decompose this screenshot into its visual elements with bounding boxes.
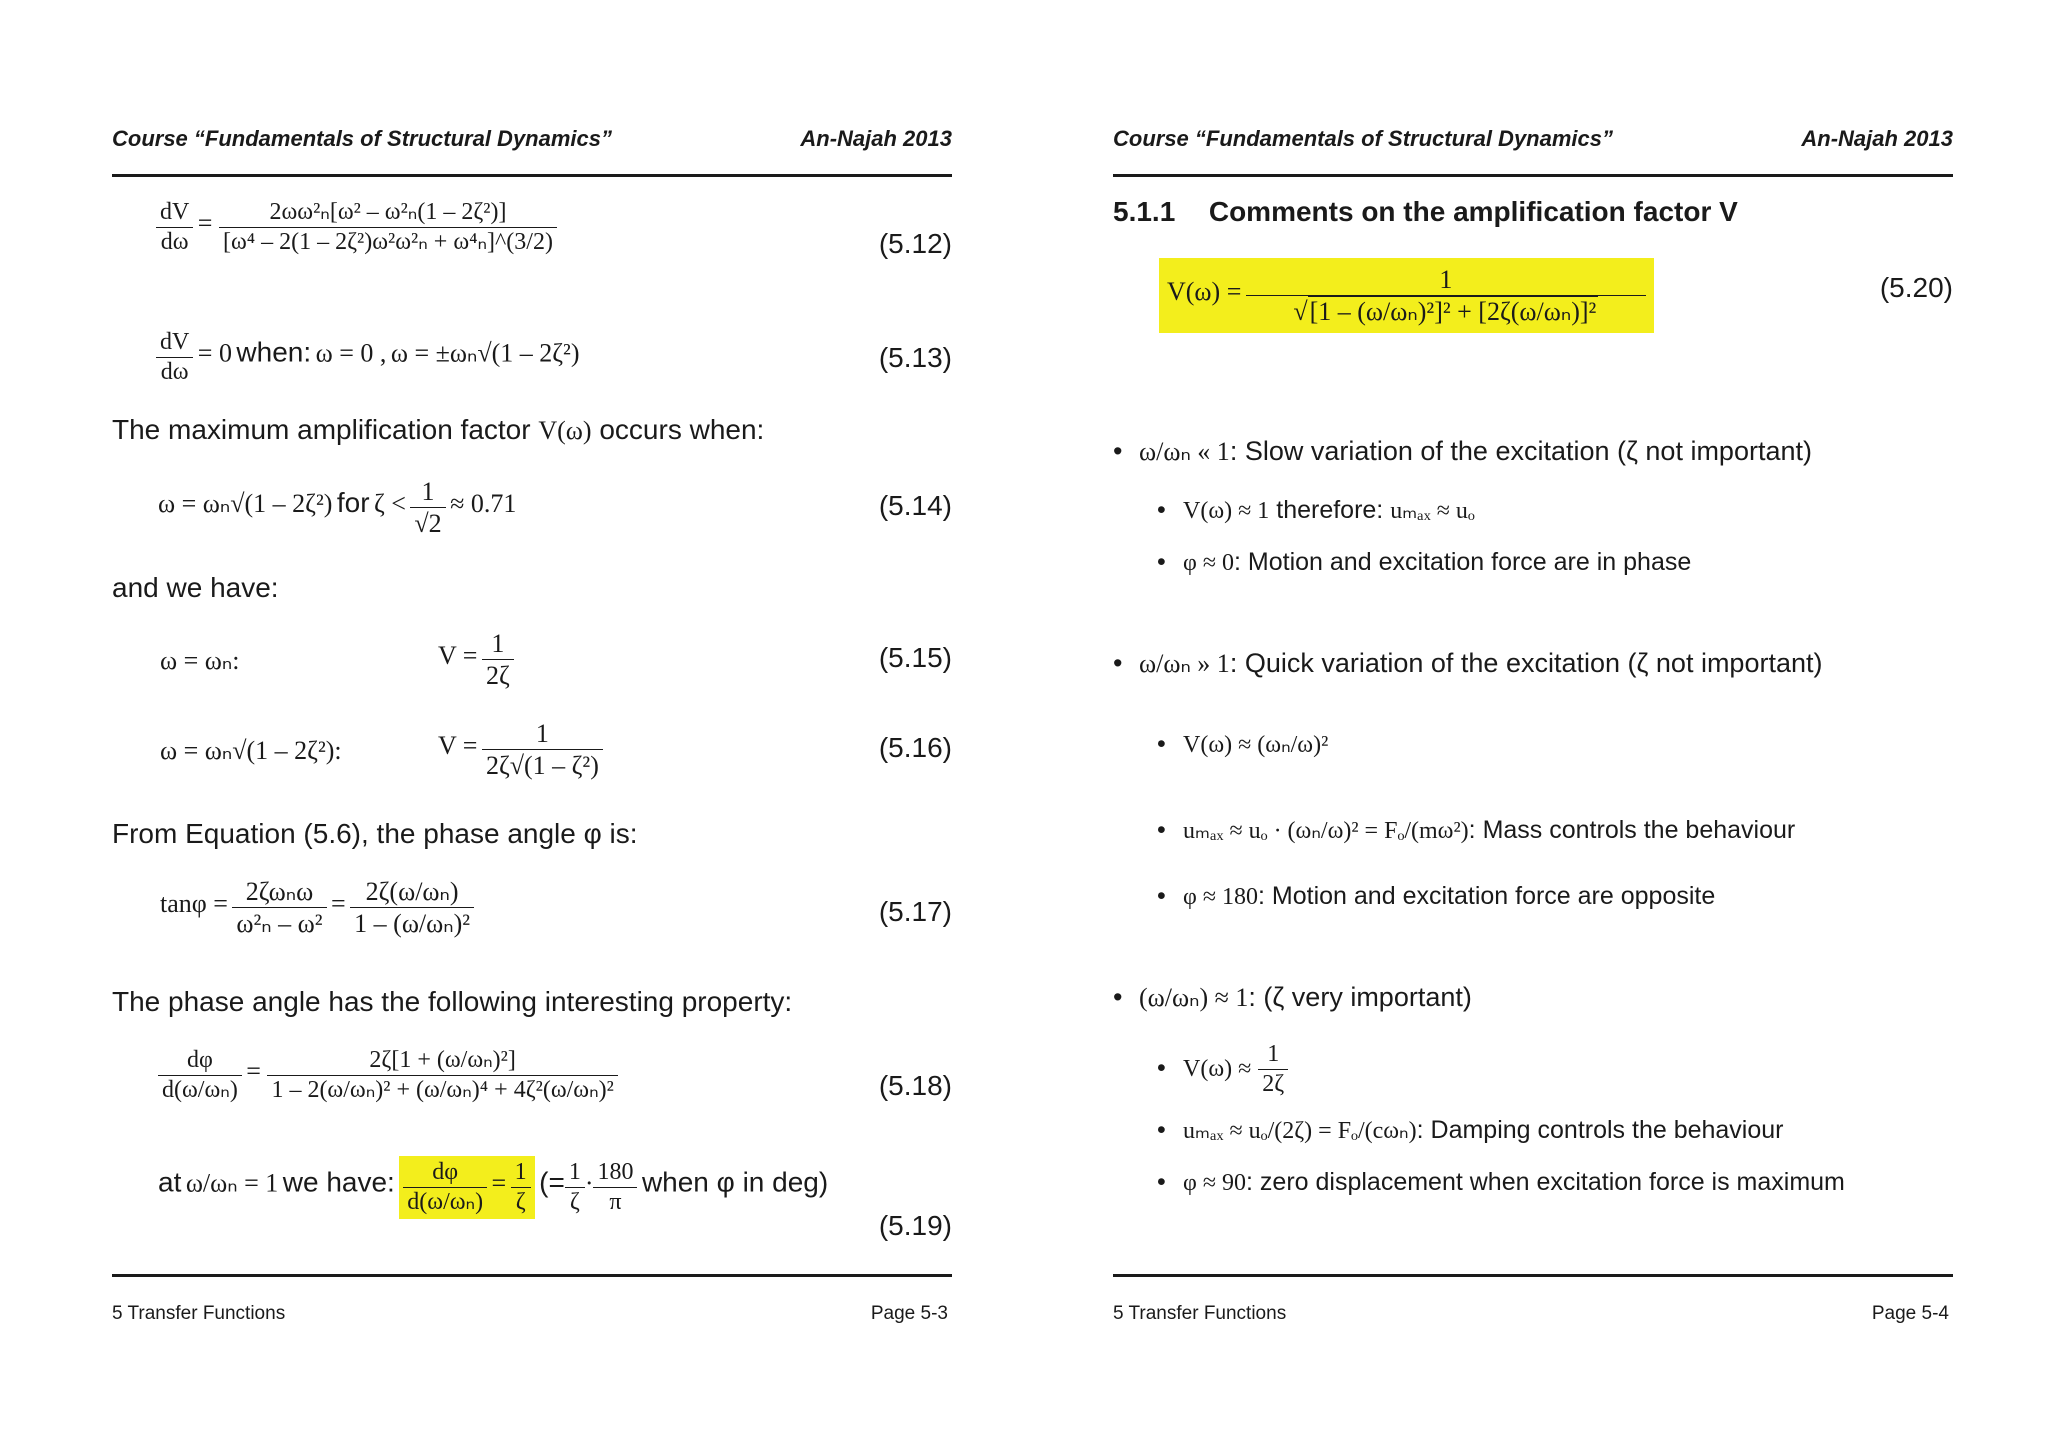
bullet-quick-variation: • ω/ωₙ » 1: Quick variation of the excitation (ζ not important) xyxy=(1113,648,1823,678)
sub-bullet: • φ ≈ 0: Motion and excitation force are in phase xyxy=(1157,548,1692,576)
footer-page-number: Page 5-3 xyxy=(870,1303,948,1324)
sub-bullet: • uₘₐₓ ≈ uₒ/(2ζ) = Fₒ/(cωₙ): Damping controls the behaviour xyxy=(1157,1116,1784,1144)
sub-bullet: • φ ≈ 90: zero displacement when excitation force is maximum xyxy=(1157,1168,1845,1196)
course-title: Course “Fundamentals of Structural Dynamics” xyxy=(112,126,612,151)
left-page xyxy=(112,0,952,1448)
sub-bullet: • V(ω) ≈ (ωₙ/ω)² xyxy=(1157,730,1329,758)
derivative-fraction: $\frac{dV}{d\omega}$ xyxy=(156,198,193,257)
sub-bullet: • V(ω) ≈ $\frac{1}{2\zeta}$ xyxy=(1157,1040,1288,1099)
footer-page-number: Page 5-4 xyxy=(1871,1303,1949,1324)
equation-5-15-rhs: V = $\frac{1}{2\zeta}$ xyxy=(438,628,514,691)
rhs-fraction: $\frac{\text{2ωω²ₙ[ω² – ω²ₙ(1 – 2ζ²)]}}{\text{[ω⁴ – 2(1 – 2ζ²)ω²ω²ₙ + ω⁴ₙ]\textasciicircum{}(3/2)}}$ xyxy=(219,198,557,257)
equation-5-12: $\frac{dV}{d\omega}$ = $\frac{\text{2ωω²ₙ[ω² – ω²ₙ(1 – 2ζ²)]}}{\text{[ω⁴ – 2(1 – 2ζ²)ω²ω²ₙ + ω⁴ₙ]\textasciicircum{}(3/2)}}$ xyxy=(156,198,557,257)
equation-number: (5.15) xyxy=(878,642,952,673)
page-header xyxy=(1113,126,1953,152)
bullet-resonance: • (ω/ωₙ) ≈ 1: (ζ very important) xyxy=(1113,982,1472,1012)
sub-bullet: • V(ω) ≈ 1 therefore: uₘₐₓ ≈ uₒ xyxy=(1157,496,1475,524)
institution-year: An-Najah 2013 xyxy=(1801,126,1953,151)
header-rule xyxy=(112,174,952,177)
equation-number: (5.13) xyxy=(878,342,952,373)
equation-number: (5.18) xyxy=(878,1070,952,1101)
paragraph-max-amplification: The maximum amplification factor V(ω) occurs when: xyxy=(112,414,765,445)
bullet-slow-variation: • ω/ωₙ « 1: Slow variation of the excitation (ζ not important) xyxy=(1113,436,1812,466)
paragraph-phase-property: The phase angle has the following interesting property: xyxy=(112,986,793,1017)
page-header xyxy=(112,126,952,152)
page-footer xyxy=(112,1303,952,1325)
equation-5-20-highlighted: V(ω) = $\frac{1}{\text{√[1 – (ω/ωₙ)²]² + [2ζ(ω/ωₙ)]²}}$ xyxy=(1159,258,1654,333)
sub-bullet: • uₘₐₓ ≈ uₒ · (ωₙ/ω)² = Fₒ/(mω²): Mass controls the behaviour xyxy=(1157,816,1796,844)
equation-5-19: at ω/ωₙ = 1 we have: $\frac{d\varphi}{\text{d(ω/ωₙ)}}$ = $\frac{1}{\zeta}$ (= $\frac{1}{\zeta}$ · $\frac{180}{\pi}$ when φ in deg) xyxy=(158,1156,828,1219)
section-title: Comments on the amplification factor V xyxy=(1208,196,1738,227)
section-number: 5.1.1 xyxy=(1113,196,1176,227)
equation-5-13: $\frac{dV}{d\omega}$ = 0 when: ω = 0 , ω = ±ωₙ√(1 – 2ζ²) xyxy=(156,328,580,387)
equation-5-16-rhs: V = $\frac{1}{\text{2ζ√(1 – ζ²)}}$ xyxy=(438,718,603,781)
equation-5-15-lhs: ω = ωₙ: xyxy=(160,646,240,675)
equation-number: (5.16) xyxy=(878,732,952,763)
footer-rule xyxy=(112,1274,952,1277)
header-rule xyxy=(1113,174,1953,177)
equation-number: (5.12) xyxy=(878,228,952,259)
paragraph-phase-angle: From Equation (5.6), the phase angle φ is: xyxy=(112,818,638,849)
equation-number: (5.14) xyxy=(878,490,952,521)
equation-number: (5.17) xyxy=(878,896,952,927)
sub-bullet: • φ ≈ 180: Motion and excitation force are opposite xyxy=(1157,882,1716,910)
equation-5-16-lhs: ω = ωₙ√(1 – 2ζ²): xyxy=(160,736,342,765)
equation-5-14: ω = ωₙ√(1 – 2ζ²) for ζ < $\frac{1}{√2}$ ≈ 0.71 xyxy=(158,477,517,539)
equation-5-17: tanφ = $\frac{\text{2ζωₙω}}{\text{ω²ₙ – ω²}}$ = $\frac{\text{2ζ(ω/ωₙ)}}{\text{1 – (ω/ωₙ)²}}$ xyxy=(160,876,474,939)
footer-chapter: 5 Transfer Functions xyxy=(1113,1303,1287,1324)
highlighted-result: $\frac{d\varphi}{\text{d(ω/ωₙ)}}$ = $\frac{1}{\zeta}$ xyxy=(399,1156,534,1219)
footer-chapter: 5 Transfer Functions xyxy=(112,1303,286,1324)
course-title: Course “Fundamentals of Structural Dynamics” xyxy=(1113,126,1613,151)
right-page xyxy=(1113,0,1953,1448)
institution-year: An-Najah 2013 xyxy=(800,126,952,151)
paragraph-we-have: and we have: xyxy=(112,572,279,603)
footer-rule xyxy=(1113,1274,1953,1277)
equation-5-18: $\frac{d\varphi}{\text{d(ω/ωₙ)}}$ = $\frac{\text{2ζ[1 + (ω/ωₙ)²]}}{\text{1 – 2(ω/ωₙ)² + (ω/ωₙ)⁴ + 4ζ²(ω/ωₙ)²}}$ xyxy=(158,1046,618,1105)
equation-number: (5.20) xyxy=(1879,272,1953,303)
equation-number: (5.19) xyxy=(878,1210,952,1241)
page-footer xyxy=(1113,1303,1953,1325)
section-heading xyxy=(1113,196,1738,228)
